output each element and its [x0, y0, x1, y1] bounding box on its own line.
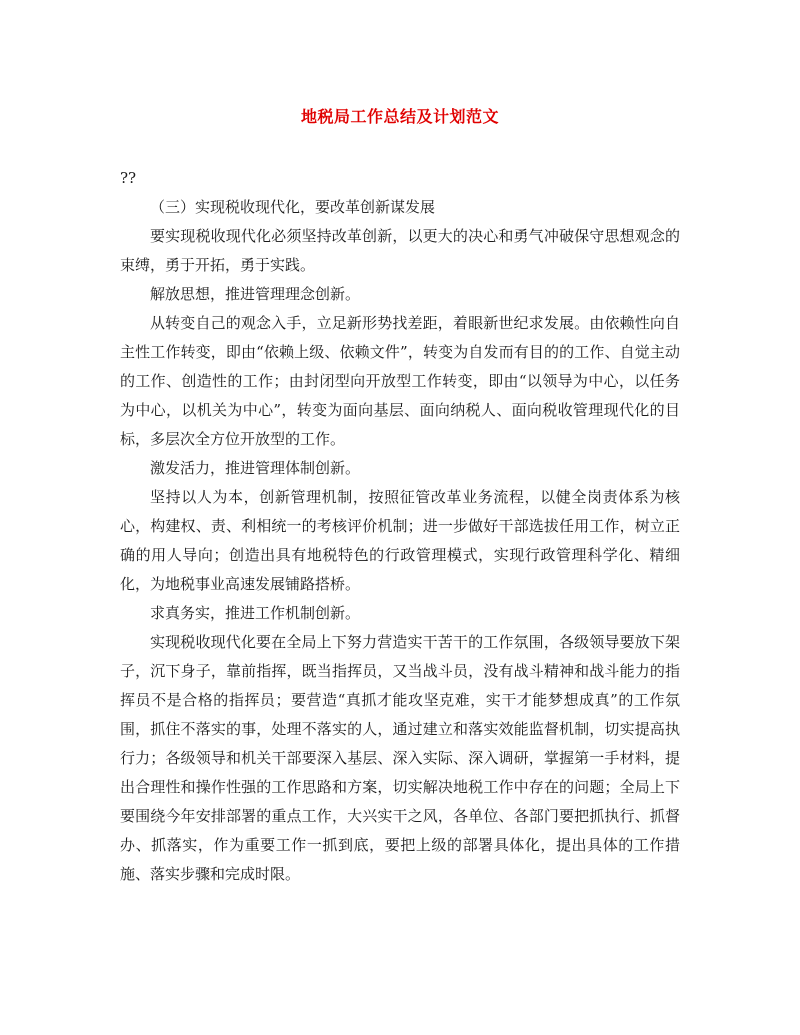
paragraph-management-concept: 从转变自己的观念入手，立足新形势找差距，着眼新世纪求发展。由依赖性向自主性工作转变，即由“依赖上级、依赖文件”，转变为自发而有目的的工作、自觉主动的工作、创造性的工作；由封闭型向开放型工作转变，即由“以领导为中心，以任务为中心，以机关为中心”，转变为面向基层、面向纳税人、面向税收管理现代化的目标，多层次全方位开放型的工作。 [120, 314, 680, 448]
section-heading: （三）实现税收现代化，要改革创新谋发展 [150, 198, 436, 216]
paragraph-management-system: 坚持以人为本，创新管理机制，按照征管改革业务流程，以健全岗责体系为核心，构建权、责、利相统一的考核评价机制；进一步做好干部选拔任用工作，树立正确的用人导向；创造出具有地税特色的行政管理模式，实现行政管理科学化、精细化，为地税事业高速发展铺路搭桥。 [120, 488, 680, 593]
document-title: 地税局工作总结及计划范文 [300, 107, 499, 126]
subheading-work-mechanism: 求真务实，推进工作机制创新。 [150, 604, 361, 622]
placeholder-marker: ?? [120, 169, 137, 187]
subheading-management-system: 激发活力，推进管理体制创新。 [150, 459, 361, 477]
subheading-management-concept: 解放思想，推进管理理念创新。 [150, 285, 361, 303]
paragraph-intro: 要实现税收现代化必须坚持改革创新，以更大的决心和勇气冲破保守思想观念的束缚，勇于开拓，勇于实践。 [120, 227, 680, 274]
paragraph-work-mechanism: 实现税收现代化要在全局上下努力营造实干苦干的工作氛围，各级领导要放下架子，沉下身子，靠前指挥，既当指挥员，又当战斗员，没有战斗精神和战斗能力的指挥员不是合格的指挥员；要营造“真抓才能攻坚克难，实干才能梦想成真”的工作氛围，抓住不落实的事，处理不落实的人，通过建立和落实效能监督机制，切实提高执行力；各级领导和机关干部要深入基层、深入实际、深入调研，掌握第一手材料，提出合理性和操作性强的工作思路和方案，切实解决地税工作中存在的问题；全局上下要围绕今年安排部署的重点工作，大兴实干之风，各单位、各部门要把抓执行、抓督办、抓落实，作为重要工作一抓到底，要把上级的部署具体化，提出具体的工作措施、落实步骤和完成时限。 [120, 633, 680, 883]
document-body [120, 164, 680, 889]
